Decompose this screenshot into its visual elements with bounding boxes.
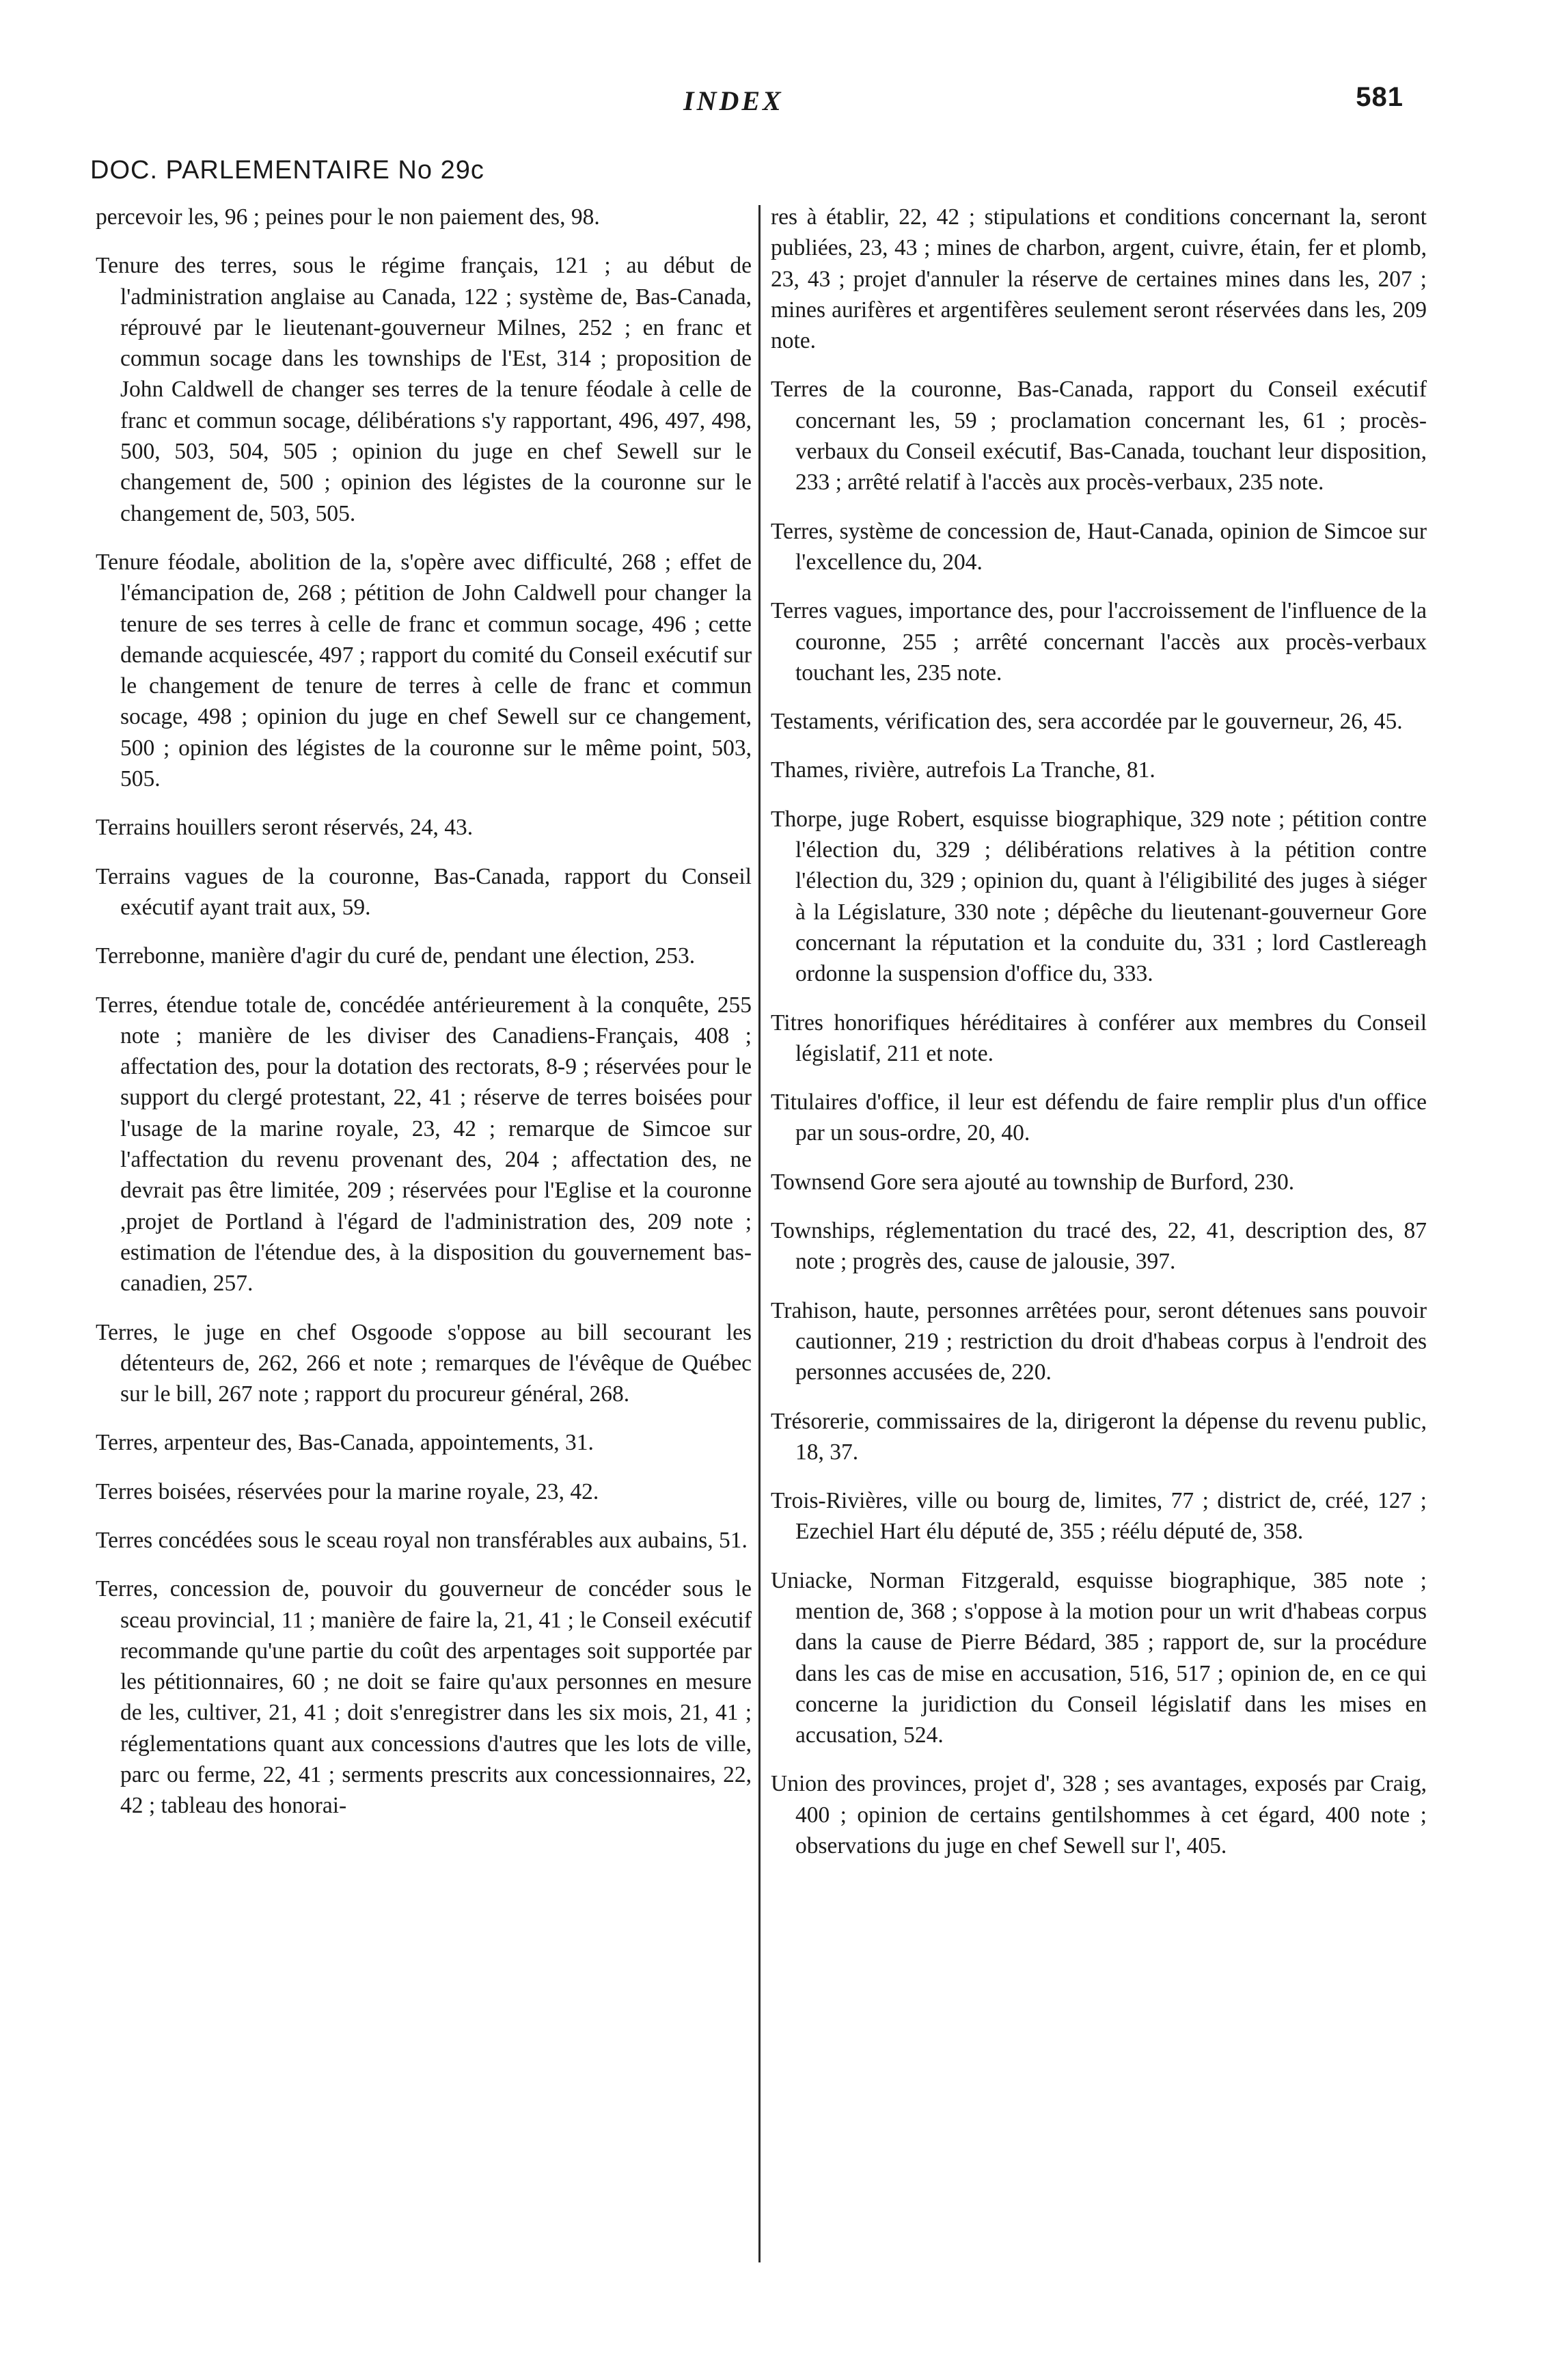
index-entry: Terrains vagues de la couronne, Bas-Canada, rapport du Conseil exécutif ayant trait aux, 59. <box>96 863 752 920</box>
index-entry: Terres vagues, importance des, pour l'accroissement de l'influence de la couronne, 255 ; arrêté concernant l'accès aux procès-verbaux touchant les, 235 note. <box>771 598 1427 686</box>
column-divider <box>758 205 761 2262</box>
index-entry: Testaments, vérification des, sera accordée par le gouverneur, 26, 45. <box>771 709 1403 735</box>
index-entry: Terres, concession de, pouvoir du gouverneur de concéder sous le sceau provincial, 11 ; manière de faire la, 21, 41 ; le Conseil exécutif recommande qu'une partie du coût des arpentages soit supportée par les pétitionnaires, 60 ; ne doit se faire qu'aux personnes en mesure de les, cultiver, 21, 41 ; doit s'enregistrer dans les six mois, 21, 41 ; réglementations quant aux concessions d'autres que les lots de ville, parc ou ferme, 22, 41 ; serments prescrits aux concessionnaires, 22, 42 ; tableau des honorai- <box>96 1576 752 1819</box>
index-entry: Titulaires d'office, il leur est défendu de faire remplir plus d'un office par un sous-ordre, 20, 40. <box>771 1090 1427 1146</box>
left-column <box>96 202 752 1839</box>
right-column <box>771 202 1427 1879</box>
index-entry: Tenure féodale, abolition de la, s'opère avec difficulté, 268 ; effet de l'émancipation de, 268 ; pétition de John Caldwell pour changer la tenure de ses terres à celle de franc et commun socage, 496 ; cette demande acquiescée, 497 ; rapport du comité du Conseil exécutif sur le changement de tenure de terres à celle de franc et commun socage, 498 ; opinion du juge en chef Sewell sur ce changement, 500 ; opinion des légistes de la couronne sur le même point, 503, 505. <box>96 549 752 792</box>
index-entry: Union des provinces, projet d', 328 ; ses avantages, exposés par Craig, 400 ; opinion de certains gentilshommes à cet égard, 400 note ; observations du juge en chef Sewell sur l', 405. <box>771 1771 1427 1859</box>
index-entry: Thorpe, juge Robert, esquisse biographique, 329 note ; pétition contre l'élection du, 329 ; délibérations relatives à la pétition contre l'élection du, 329 ; opinion du, quant à l'éligibilité des juges à siéger à la Législature, 330 note ; dépêche du lieutenant-gouverneur Gore concernant la réputation et la conduite du, 331 ; lord Castlereagh ordonne la suspension d'office du, 333. <box>771 806 1427 987</box>
index-entry: Terres, étendue totale de, concédée antérieurement à la conquête, 255 note ; manière de les diviser des Canadiens-Français, 408 ; affectation des, pour la dotation des rectorats, 8-9 ; réservées pour le support du clergé protestant, 22, 41 ; réserve de terres boisées pour l'usage de la marine royale, 23, 42 ; remarque de Simcoe sur l'affectation du revenu provenant des, 204 ; affectation des, ne devrait pas être limitée, 209 ; réservées pour l'Eglise et la couronne ,projet de Portland à l'égard de l'administration des, 209 note ; estimation de l'étendue des, à la disposition du gouvernement bas-canadien, 257. <box>96 992 752 1297</box>
index-entry: Thames, rivière, autrefois La Tranche, 81. <box>771 757 1155 783</box>
index-entry: Townsend Gore sera ajouté au township de Burford, 230. <box>771 1169 1295 1195</box>
index-entry: Townships, réglementation du tracé des, 22, 41, description des, 87 note ; progrès des, cause de jalousie, 397. <box>771 1218 1427 1275</box>
index-entry: Terres concédées sous le sceau royal non transférables aux aubains, 51. <box>96 1527 748 1553</box>
index-entry: Trahison, haute, personnes arrêtées pour, seront détenues sans pouvoir cautionner, 219 ; restriction du droit d'habeas corpus à l'endroit des personnes accusées de, 220. <box>771 1297 1427 1385</box>
index-entry: Trois-Rivières, ville ou bourg de, limites, 77 ; district de, créé, 127 ; Ezechiel Hart élu député de, 355 ; réélu député de, 358. <box>771 1488 1427 1545</box>
index-entry: Titres honorifiques héréditaires à conférer aux membres du Conseil législatif, 211 et note. <box>771 1010 1427 1066</box>
index-entry: Terres boisées, réservées pour la marine royale, 23, 42. <box>96 1478 599 1504</box>
running-title: INDEX <box>683 85 784 116</box>
index-entry: Terrebonne, manière d'agir du curé de, pendant une élection, 253. <box>96 943 696 969</box>
document-header: DOC. PARLEMENTAIRE No 29c <box>90 156 484 185</box>
index-entry: res à établir, 22, 42 ; stipulations et conditions concernant la, seront publiées, 23, 43 ; mines de charbon, argent, cuivre, étain, fer et plomb, 23, 43 ; projet d'annuler la réserve de certaines mines dans les, 207 ; mines aurifères et argentifères seulement seront réservées dans les, 209 note. <box>771 204 1427 354</box>
index-entry: Terrains houillers seront réservés, 24, 43. <box>96 815 474 841</box>
index-entry: Terres, le juge en chef Osgoode s'oppose au bill secourant les détenteurs de, 262, 266 et note ; remarques de l'évêque de Québec sur le bill, 267 note ; rapport du procureur général, 268. <box>96 1319 752 1407</box>
index-entry: Trésorerie, commissaires de la, dirigeront la dépense du revenu public, 18, 37. <box>771 1408 1427 1465</box>
index-entry: Terres, système de concession de, Haut-Canada, opinion de Simcoe sur l'excellence du, 204. <box>771 518 1427 575</box>
index-entry: Terres, arpenteur des, Bas-Canada, appointements, 31. <box>96 1430 594 1456</box>
index-entry: Terres de la couronne, Bas-Canada, rapport du Conseil exécutif concernant les, 59 ; proclamation concernant les, 61 ; procès-verbaux du Conseil exécutif, Bas-Canada, touchant leur disposition, 233 ; arrêté relatif à l'accès aux procès-verbaux, 235 note. <box>771 377 1427 496</box>
index-entry: Tenure des terres, sous le régime français, 121 ; au début de l'administration anglaise au Canada, 122 ; système de, Bas-Canada, réprouvé par le lieutenant-gouverneur Milnes, 252 ; en franc et commun socage dans les townships de l'Est, 314 ; proposition de John Caldwell de changer ses terres de la tenure féodale à celle de franc et commun socage, délibérations s'y rapportant, 496, 497, 498, 500, 503, 504, 505 ; opinion du juge en chef Sewell sur le changement de, 500 ; opinion des légistes de la couronne sur le changement de, 503, 505. <box>96 253 752 526</box>
index-entry: Uniacke, Norman Fitzgerald, esquisse biographique, 385 note ; mention de, 368 ; s'oppose à la motion pour un writ d'habeas corpus dans la cause de Pierre Bédard, 385 ; rapport de, sur la procédure dans les cas de mise en accusation, 516, 517 ; opinion de, en ce qui concerne la juridiction du Conseil législatif dans les mises en accusation, 524. <box>771 1567 1427 1748</box>
page-number: 581 <box>1356 82 1404 112</box>
index-entry: percevoir les, 96 ; peines pour le non paiement des, 98. <box>96 204 600 230</box>
